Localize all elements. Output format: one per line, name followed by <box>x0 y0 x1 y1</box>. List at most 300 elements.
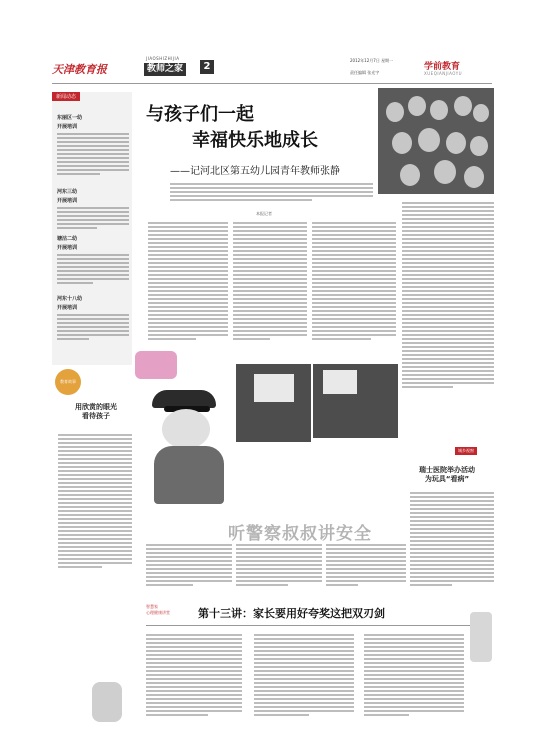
text-line <box>254 646 354 648</box>
text-line <box>410 524 494 526</box>
text-line <box>326 580 406 582</box>
text-line <box>312 294 396 296</box>
text-line <box>364 690 464 692</box>
news-item-title: 开展培训 <box>57 124 78 130</box>
text-line <box>312 338 371 340</box>
news-item-body <box>57 207 129 229</box>
text-line <box>233 286 307 288</box>
text-line <box>402 290 494 292</box>
text-line <box>57 266 129 268</box>
child-face <box>470 136 488 156</box>
lecture-tag-line2: 心理健康讲堂 <box>146 610 170 615</box>
text-line <box>326 544 406 546</box>
text-line <box>364 662 464 664</box>
text-line <box>57 227 97 229</box>
text-line <box>170 191 373 193</box>
text-line <box>410 536 494 538</box>
text-line <box>254 674 354 676</box>
news-item-district: 塘沽二幼 <box>57 236 78 242</box>
text-line <box>410 564 494 566</box>
text-line <box>312 298 396 300</box>
text-line <box>146 694 242 696</box>
text-line <box>326 552 406 554</box>
text-line <box>58 558 132 560</box>
text-line <box>364 702 464 704</box>
text-line <box>58 486 132 488</box>
text-line <box>57 207 129 209</box>
text-line <box>148 318 228 320</box>
costume-part <box>162 409 210 449</box>
text-line <box>146 560 232 562</box>
text-line <box>58 458 132 460</box>
text-line <box>148 314 228 316</box>
text-line <box>58 546 132 548</box>
text-line <box>364 686 464 688</box>
text-line <box>146 650 242 652</box>
text-line <box>254 702 354 704</box>
right-feature-title-line1: 瑞士医院举办活动 <box>419 466 475 474</box>
text-line <box>58 442 132 444</box>
text-line <box>57 219 129 221</box>
text-line <box>170 183 373 185</box>
text-line <box>146 556 232 558</box>
text-line <box>364 650 464 652</box>
text-line <box>58 550 132 552</box>
text-line <box>58 510 132 512</box>
text-line <box>254 710 354 712</box>
text-line <box>402 294 494 296</box>
text-line <box>326 556 406 558</box>
classroom-safety-talk-photo <box>313 364 398 438</box>
text-line <box>402 298 494 300</box>
text-line <box>58 506 132 508</box>
text-line <box>57 145 129 147</box>
police-feature-body-col2 <box>236 542 322 588</box>
text-line <box>364 674 464 676</box>
child-face <box>464 166 484 188</box>
text-line <box>402 358 494 360</box>
text-line <box>148 250 228 252</box>
text-line <box>233 314 307 316</box>
text-line <box>233 222 307 224</box>
news-item <box>57 188 129 231</box>
text-line <box>57 165 129 167</box>
text-line <box>57 282 93 284</box>
editor-credit: 责任编辑 张光宇 <box>350 70 380 75</box>
text-line <box>402 386 453 388</box>
text-line <box>148 310 228 312</box>
main-body-col4 <box>402 200 494 390</box>
text-line <box>402 330 494 332</box>
text-line <box>233 250 307 252</box>
text-line <box>326 564 406 566</box>
text-line <box>233 258 307 260</box>
text-line <box>312 318 396 320</box>
police-officer-photo <box>236 364 311 442</box>
text-line <box>57 274 129 276</box>
text-line <box>364 698 464 700</box>
text-line <box>148 222 228 224</box>
text-line <box>233 262 307 264</box>
text-line <box>364 634 464 636</box>
text-line <box>364 666 464 668</box>
education-story-badge: 教育故事 <box>55 369 81 395</box>
text-line <box>233 310 307 312</box>
text-line <box>57 223 129 225</box>
text-line <box>312 238 396 240</box>
left-feature-title-line1: 用欣赏的眼光 <box>75 403 117 411</box>
masthead <box>52 55 492 80</box>
text-line <box>402 262 494 264</box>
text-line <box>146 544 232 546</box>
text-line <box>402 238 494 240</box>
text-line <box>312 230 396 232</box>
news-item <box>57 114 129 177</box>
pencil-decoration <box>470 612 492 662</box>
police-feature-title: 听警察叔叔讲安全 <box>228 524 372 544</box>
text-line <box>170 199 312 201</box>
newspaper-logo: 天津教育报 <box>52 63 107 76</box>
news-item-title: 开展培训 <box>57 245 78 251</box>
text-line <box>146 686 242 688</box>
text-line <box>410 504 494 506</box>
text-line <box>410 496 494 498</box>
text-line <box>148 282 228 284</box>
text-line <box>58 450 132 452</box>
text-line <box>410 572 494 574</box>
text-line <box>364 682 464 684</box>
costume-part <box>154 446 224 504</box>
text-line <box>57 133 129 135</box>
projector-screen <box>254 374 294 402</box>
text-line <box>236 560 322 562</box>
text-line <box>402 278 494 280</box>
text-line <box>402 310 494 312</box>
text-line <box>312 330 396 332</box>
news-column-tag: 新闻动态 <box>52 92 80 101</box>
right-feature-body <box>410 490 494 588</box>
text-line <box>146 548 232 550</box>
text-line <box>58 446 132 448</box>
text-line <box>233 322 307 324</box>
text-line <box>58 462 132 464</box>
police-feature-body-col1 <box>146 542 232 588</box>
text-line <box>57 270 129 272</box>
text-line <box>364 670 464 672</box>
text-line <box>148 262 228 264</box>
text-line <box>364 658 464 660</box>
text-line <box>402 214 494 216</box>
text-line <box>146 654 242 656</box>
text-line <box>148 298 228 300</box>
left-feature-title-line2: 看待孩子 <box>82 412 110 420</box>
issue-date: 2012年12月7日 星期一 <box>350 58 394 63</box>
text-line <box>410 568 494 570</box>
text-line <box>233 278 307 280</box>
text-line <box>146 682 242 684</box>
text-line <box>312 286 396 288</box>
news-item-district: 河东十八幼 <box>57 296 83 302</box>
projector-screen <box>323 370 357 394</box>
text-line <box>57 157 129 159</box>
child-face <box>408 96 426 116</box>
text-line <box>233 282 307 284</box>
text-line <box>148 306 228 308</box>
text-line <box>57 254 129 256</box>
text-line <box>148 326 228 328</box>
text-line <box>57 137 129 139</box>
text-line <box>58 478 132 480</box>
text-line <box>236 544 322 546</box>
text-line <box>146 638 242 640</box>
text-line <box>58 554 132 556</box>
main-headline-line2: 幸福快乐地成长 <box>192 130 318 151</box>
text-line <box>148 230 228 232</box>
text-line <box>58 566 102 568</box>
child-face <box>418 128 440 152</box>
text-line <box>233 318 307 320</box>
text-line <box>233 330 307 332</box>
text-line <box>58 490 132 492</box>
text-line <box>402 218 494 220</box>
text-line <box>254 694 354 696</box>
text-line <box>402 282 494 284</box>
child-face <box>446 132 466 154</box>
news-item-body <box>57 254 129 284</box>
text-line <box>148 286 228 288</box>
text-line <box>233 326 307 328</box>
text-line <box>148 238 228 240</box>
text-line <box>254 698 354 700</box>
text-line <box>146 714 208 716</box>
text-line <box>57 338 89 340</box>
text-line <box>148 246 228 248</box>
text-line <box>233 306 307 308</box>
right-feature-title-line2: 为玩具“看病” <box>424 475 470 483</box>
text-line <box>402 258 494 260</box>
text-line <box>326 568 406 570</box>
news-item <box>57 235 129 286</box>
text-line <box>57 211 129 213</box>
text-line <box>410 580 494 582</box>
text-line <box>410 500 494 502</box>
text-line <box>326 572 406 574</box>
text-line <box>148 266 228 268</box>
text-line <box>146 552 232 554</box>
text-line <box>57 141 129 143</box>
text-line <box>233 298 307 300</box>
text-line <box>58 466 132 468</box>
text-line <box>410 576 494 578</box>
text-line <box>58 534 132 536</box>
text-line <box>146 710 242 712</box>
news-item-title: 开展培训 <box>57 305 78 311</box>
text-line <box>58 562 132 564</box>
text-line <box>146 678 242 680</box>
text-line <box>148 242 228 244</box>
text-line <box>58 530 132 532</box>
lecture-tag <box>146 604 170 616</box>
text-line <box>233 226 307 228</box>
text-line <box>402 234 494 236</box>
text-line <box>57 330 129 332</box>
text-line <box>233 238 307 240</box>
text-line <box>146 642 242 644</box>
text-line <box>254 714 309 716</box>
text-line <box>146 706 242 708</box>
text-line <box>364 710 464 712</box>
text-line <box>58 502 132 504</box>
text-line <box>312 274 396 276</box>
child-face <box>430 100 448 120</box>
text-line <box>254 670 354 672</box>
text-line <box>312 250 396 252</box>
text-line <box>146 690 242 692</box>
text-line <box>236 576 322 578</box>
text-line <box>312 270 396 272</box>
text-line <box>254 690 354 692</box>
lecture-tag-line1: 智慧家 <box>146 604 158 609</box>
text-line <box>402 306 494 308</box>
text-line <box>312 310 396 312</box>
text-line <box>364 654 464 656</box>
text-line <box>410 552 494 554</box>
text-line <box>236 552 322 554</box>
main-body-col3 <box>312 220 396 342</box>
text-line <box>236 564 322 566</box>
lecture-banner <box>146 602 472 624</box>
text-line <box>236 556 322 558</box>
text-line <box>236 568 322 570</box>
text-line <box>148 290 228 292</box>
child-face <box>386 102 404 122</box>
text-line <box>148 226 228 228</box>
text-line <box>58 482 132 484</box>
text-line <box>402 318 494 320</box>
lecture-body-col2 <box>254 632 354 718</box>
text-line <box>233 246 307 248</box>
text-line <box>402 210 494 212</box>
child-face <box>454 96 472 116</box>
text-line <box>236 548 322 550</box>
text-line <box>57 326 129 328</box>
text-line <box>402 362 494 364</box>
text-line <box>254 642 354 644</box>
news-column <box>52 92 132 365</box>
text-line <box>312 326 396 328</box>
text-line <box>57 318 129 320</box>
text-line <box>58 522 132 524</box>
page-number: 2 <box>200 60 214 74</box>
text-line <box>236 572 322 574</box>
text-line <box>233 338 270 340</box>
text-line <box>326 560 406 562</box>
text-line <box>410 512 494 514</box>
text-line <box>312 334 396 336</box>
main-subheadline: ——记河北区第五幼儿园青年教师张静 <box>170 166 340 177</box>
text-line <box>146 670 242 672</box>
text-line <box>146 662 242 664</box>
text-line <box>402 366 494 368</box>
main-headline-line1: 与孩子们一起 <box>146 104 254 125</box>
text-line <box>57 153 129 155</box>
text-line <box>170 187 373 189</box>
news-item-body <box>57 133 129 175</box>
text-line <box>312 226 396 228</box>
text-line <box>410 540 494 542</box>
text-line <box>233 290 307 292</box>
child-face <box>434 160 456 184</box>
text-line <box>148 254 228 256</box>
main-body-col2 <box>233 220 307 342</box>
masthead-rule <box>52 83 492 84</box>
text-line <box>410 584 452 586</box>
text-line <box>312 262 396 264</box>
text-line <box>410 532 494 534</box>
text-line <box>326 548 406 550</box>
text-line <box>146 666 242 668</box>
text-line <box>58 454 132 456</box>
lecture-title: 第十三讲：家长要用好夸奖这把双刃剑 <box>198 607 385 620</box>
text-line <box>312 266 396 268</box>
boy-police-costume-photo <box>140 354 236 509</box>
text-line <box>402 382 494 384</box>
text-line <box>57 161 129 163</box>
main-body-col1 <box>148 220 228 342</box>
text-line <box>146 572 232 574</box>
text-line <box>58 526 132 528</box>
text-line <box>58 542 132 544</box>
text-line <box>148 334 228 336</box>
text-line <box>57 278 129 280</box>
text-line <box>233 242 307 244</box>
text-line <box>312 278 396 280</box>
text-line <box>402 270 494 272</box>
text-line <box>58 438 132 440</box>
text-line <box>146 634 242 636</box>
text-line <box>402 222 494 224</box>
text-line <box>364 638 464 640</box>
text-line <box>410 492 494 494</box>
brand-title: 教师之家 <box>144 63 186 76</box>
text-line <box>402 338 494 340</box>
text-line <box>402 374 494 376</box>
text-line <box>364 678 464 680</box>
text-line <box>57 262 129 264</box>
text-line <box>402 286 494 288</box>
news-item-body <box>57 314 129 340</box>
text-line <box>148 322 228 324</box>
news-item-district: 河东三幼 <box>57 189 78 195</box>
text-line <box>233 334 307 336</box>
text-line <box>146 580 232 582</box>
text-line <box>312 314 396 316</box>
text-line <box>146 576 232 578</box>
text-line <box>148 294 228 296</box>
text-line <box>146 646 242 648</box>
text-line <box>233 230 307 232</box>
teacher-with-children-photo <box>378 88 494 194</box>
news-item-title: 开展培训 <box>57 198 78 204</box>
text-line <box>312 258 396 260</box>
text-line <box>312 282 396 284</box>
main-lead-paragraph <box>170 181 373 203</box>
text-line <box>312 222 396 224</box>
lecture-body-col1 <box>146 632 242 718</box>
text-line <box>402 342 494 344</box>
text-line <box>148 338 196 340</box>
text-line <box>326 584 358 586</box>
